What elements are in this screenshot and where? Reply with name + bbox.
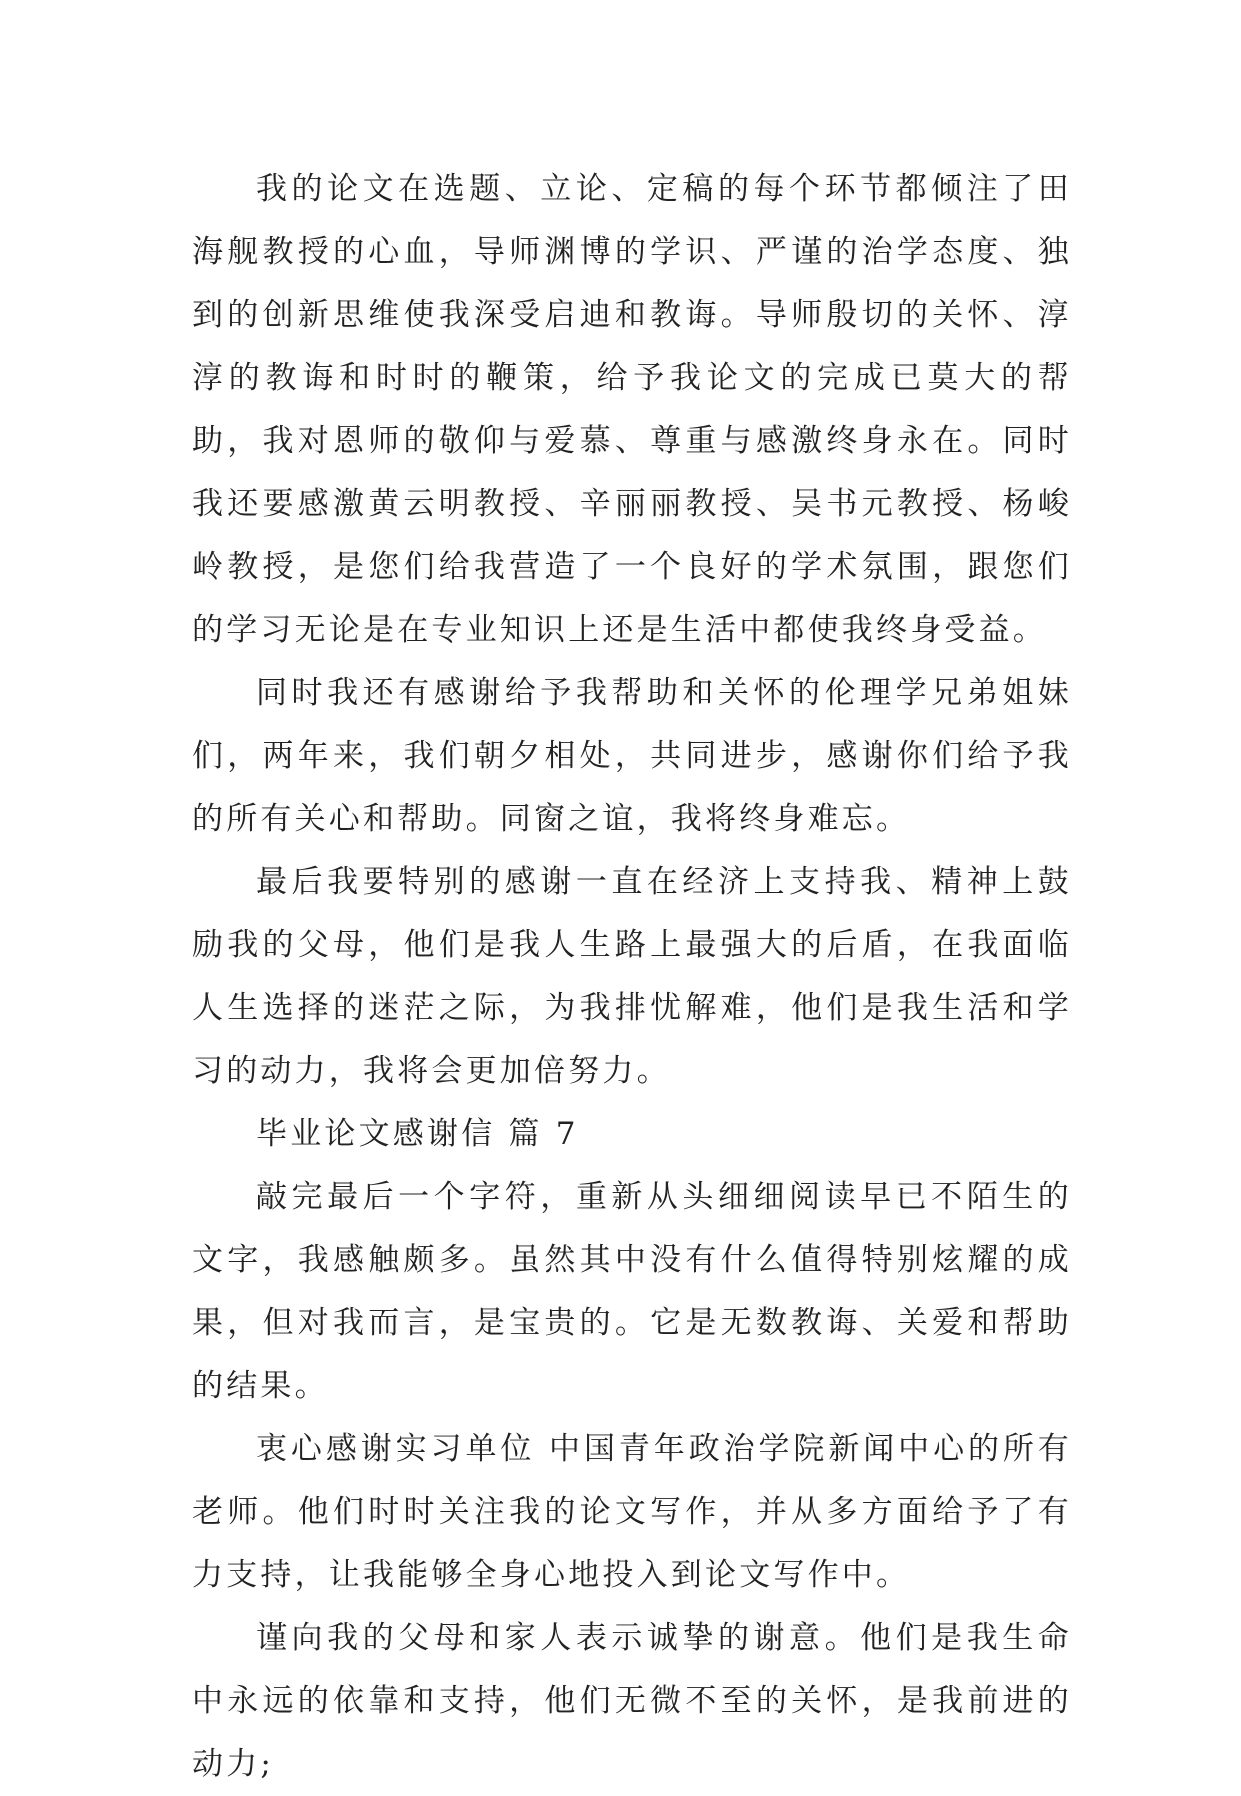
paragraph-thanks-parents: 最后我要特别的感谢一直在经济上支持我、精神上鼓励我的父母，他们是我人生路上最强大的后盾，在我面临人生选择的迷茫之际，为我排忧解难，他们是我生活和学习的动力，我将会更加倍努力。 — [192, 864, 1072, 1089]
section-heading: 毕业论文感谢信 篇 7 — [256, 1116, 579, 1152]
paragraph-reflection: 敲完最后一个字符，重新从头细细阅读早已不陌生的文字，我感触颇多。虽然其中没有什么值得特别炫耀的成果，但对我而言，是宝贵的。它是无数教诲、关爱和帮助的结果。 — [192, 1179, 1072, 1404]
document-body — [192, 158, 1072, 1796]
paragraph-thanks-supervisor: 我的论文在选题、立论、定稿的每个环节都倾注了田海舰教授的心血，导师渊博的学识、严谨的治学态度、独到的创新思维使我深受启迪和教诲。导师殷切的关怀、淳淳的教诲和时时的鞭策，给予我论文的完成已莫大的帮助，我对恩师的敬仰与爱慕、尊重与感激终身永在。同时我还要感激黄云明教授、辛丽丽教授、吴书元教授、杨峻岭教授，是您们给我营造了一个良好的学术氛围，跟您们的学习无论是在专业知识上还是生活中都使我终身受益。 — [192, 171, 1072, 648]
paragraph-thanks-classmates: 同时我还有感谢给予我帮助和关怀的伦理学兄弟姐妹们，两年来，我们朝夕相处，共同进步，感谢你们给予我的所有关心和帮助。同窗之谊，我将终身难忘。 — [192, 675, 1072, 837]
paragraph-thanks-internship: 衷心感谢实习单位 中国青年政治学院新闻中心的所有老师。他们时时关注我的论文写作，并从多方面给予了有力支持，让我能够全身心地投入到论文写作中。 — [192, 1431, 1072, 1593]
paragraph-thanks-family: 谨向我的父母和家人表示诚挚的谢意。他们是我生命中永远的依靠和支持，他们无微不至的关怀，是我前进的动力; — [192, 1620, 1072, 1782]
